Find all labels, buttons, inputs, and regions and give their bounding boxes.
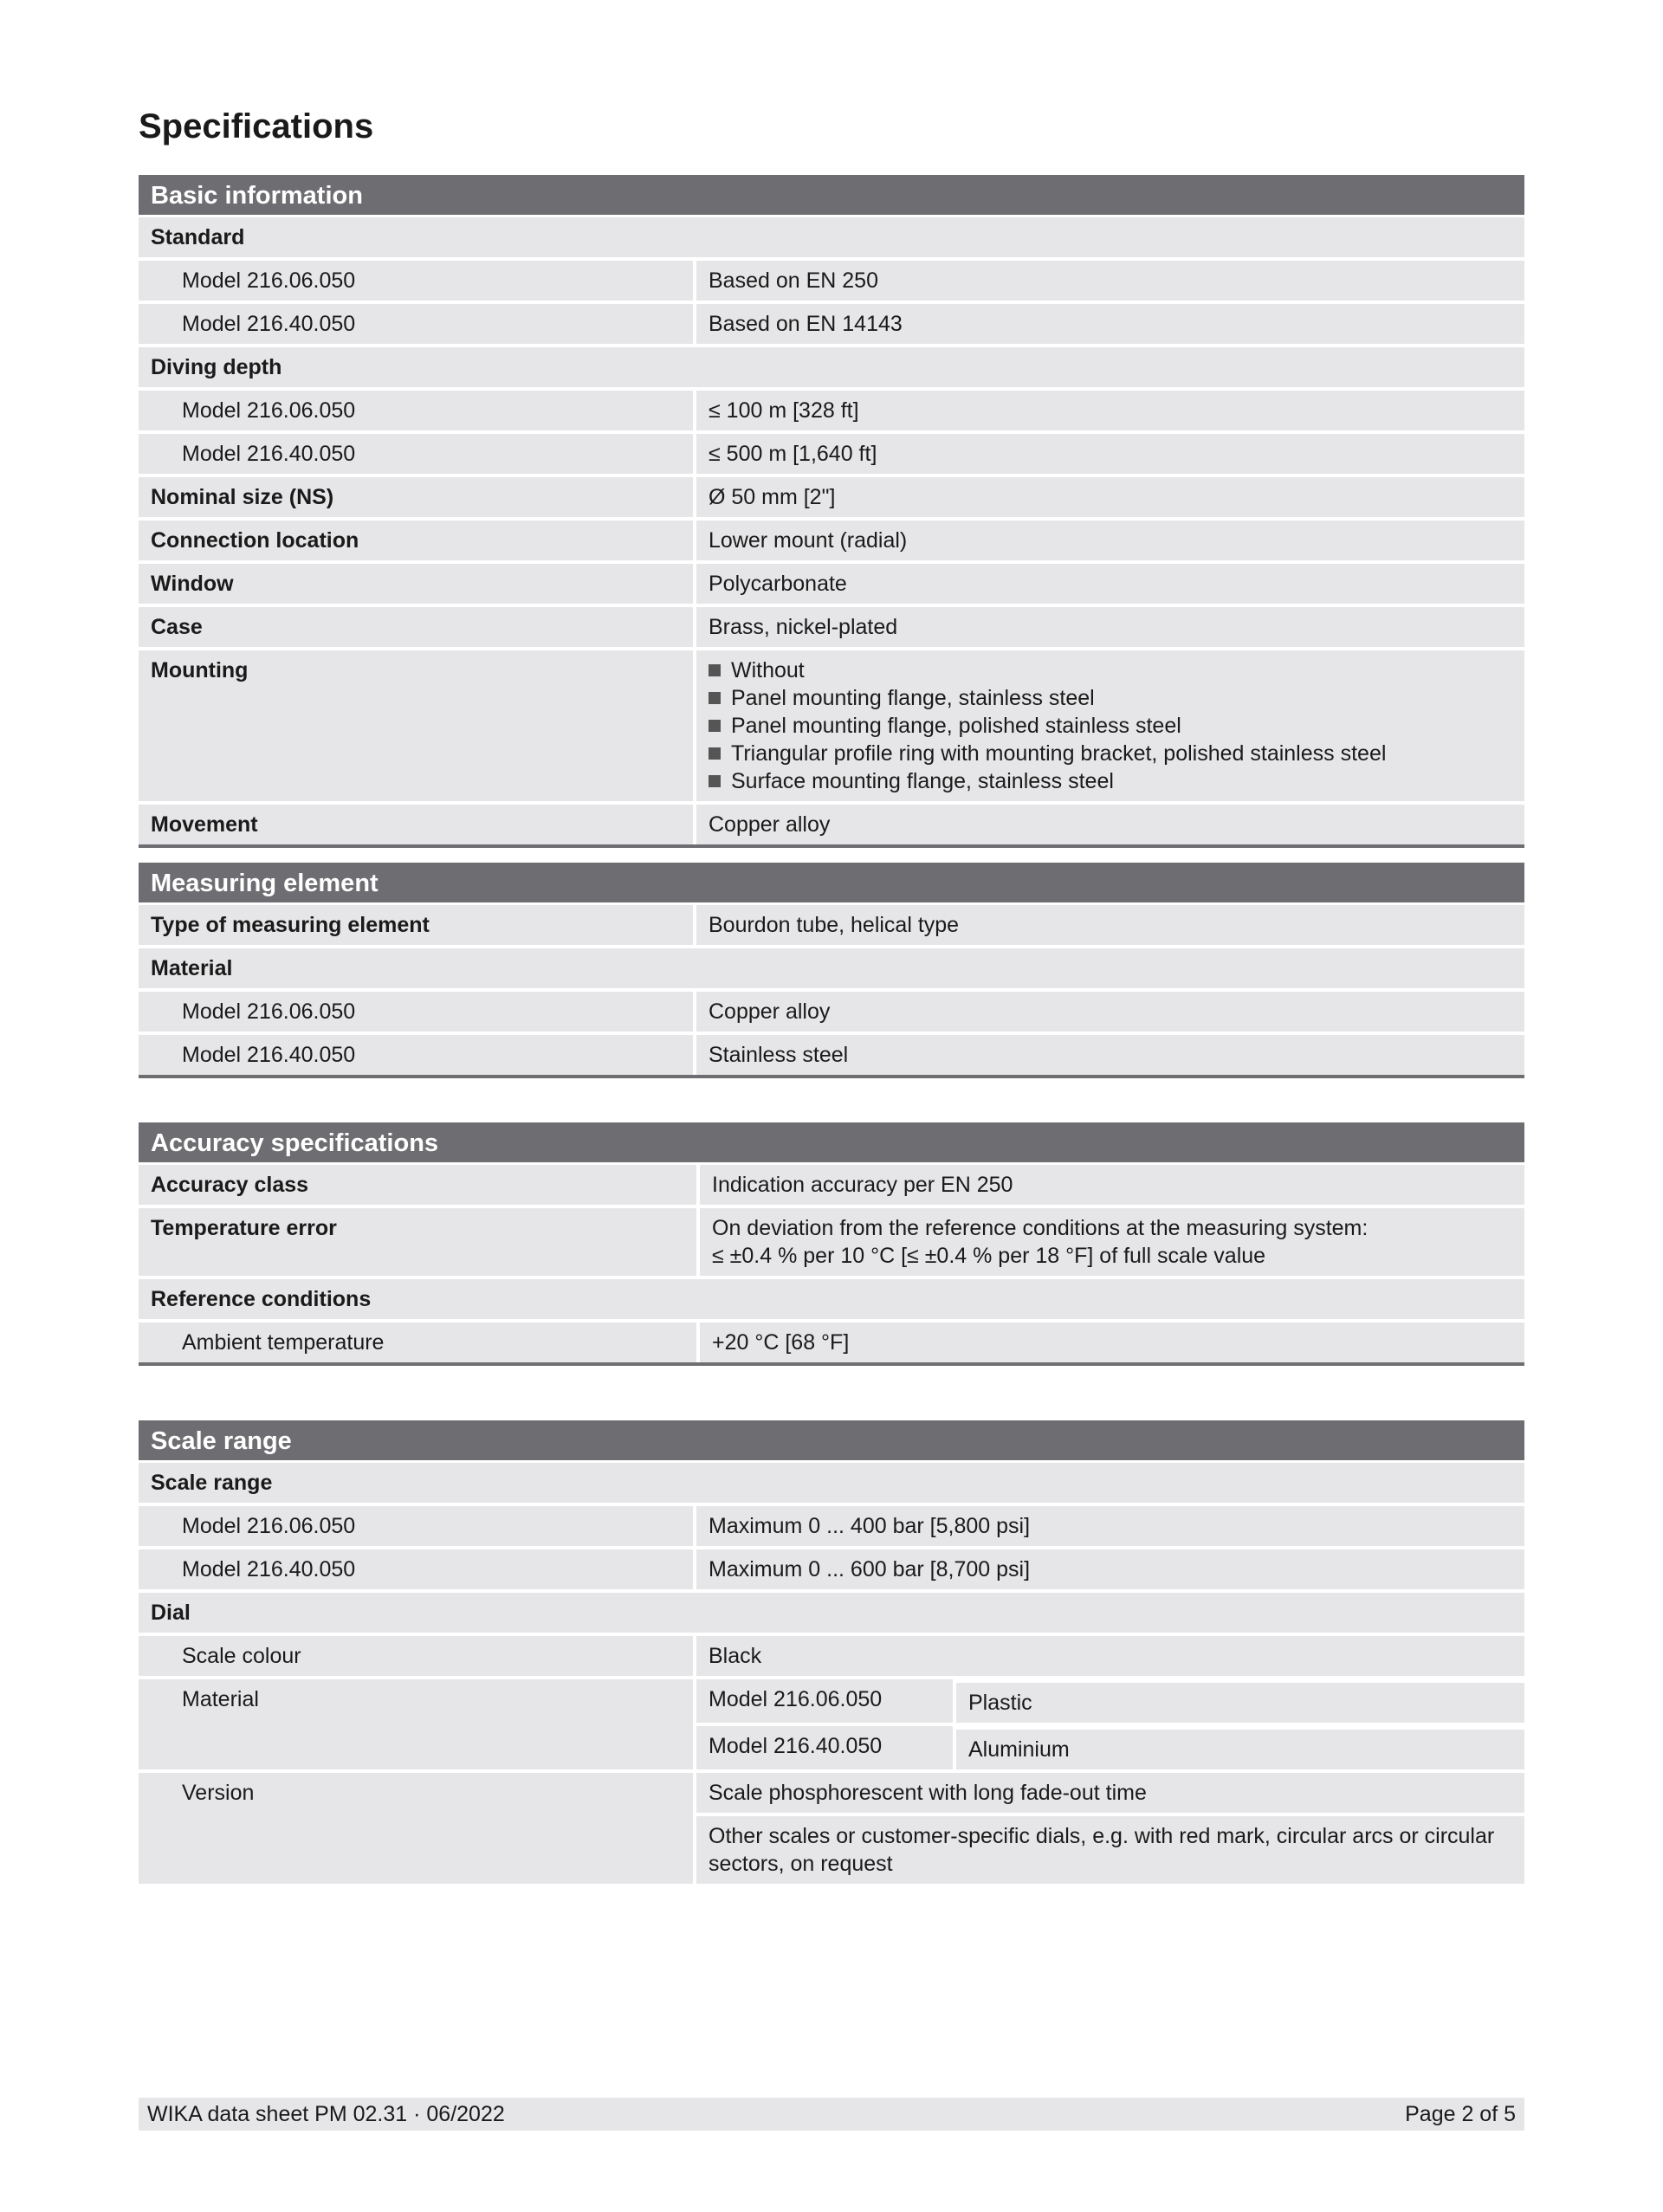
row-label: Ambient temperature: [139, 1323, 696, 1362]
version-values: [696, 1773, 1524, 1884]
row-value: Based on EN 14143: [696, 304, 1524, 344]
section-header: Measuring element: [139, 863, 1524, 902]
row-label: Model 216.40.050: [139, 434, 693, 474]
list-item: Panel mounting flange, stainless steel: [709, 684, 1512, 712]
section-header: Scale range: [139, 1420, 1524, 1460]
accuracy-specifications-section: [139, 1122, 1524, 1366]
measuring-element-section: [139, 863, 1524, 1078]
row-sublabel: Model 216.40.050: [696, 1726, 953, 1769]
row-value: Scale phosphorescent with long fade-out time: [696, 1773, 1524, 1813]
row-label: Model 216.06.050: [139, 1506, 693, 1546]
row-value: Plastic: [956, 1683, 1524, 1723]
row-value: ≤ 100 m [328 ft]: [696, 391, 1524, 430]
row-label: Material: [139, 948, 1524, 988]
row-label: Material: [139, 1679, 693, 1769]
row-value: Indication accuracy per EN 250: [700, 1165, 1524, 1205]
basic-information-section: [139, 175, 1524, 848]
row-label: Model 216.06.050: [139, 992, 693, 1032]
square-bullet-icon: [709, 720, 721, 732]
page-title: Specifications: [139, 107, 374, 146]
row-value: Aluminium: [956, 1730, 1524, 1769]
square-bullet-icon: [709, 664, 721, 676]
footer-page-number: Page 2 of 5: [1405, 2102, 1516, 2126]
mounting-options: [696, 650, 1524, 801]
row-label: Connection location: [139, 521, 693, 560]
row-value: Black: [696, 1636, 1524, 1676]
row-value: Maximum 0 ... 600 bar [8,700 psi]: [696, 1549, 1524, 1589]
row-value: +20 °C [68 °F]: [700, 1323, 1524, 1362]
section-divider: [139, 1075, 1524, 1078]
row-label: Case: [139, 607, 693, 647]
row-label: Diving depth: [139, 347, 1524, 387]
row-label: Scale colour: [139, 1636, 693, 1676]
scale-range-section: [139, 1420, 1524, 1887]
list-item: Without: [709, 656, 1512, 684]
row-value: Maximum 0 ... 400 bar [5,800 psi]: [696, 1506, 1524, 1546]
row-label: Standard: [139, 217, 1524, 257]
section-header: Basic information: [139, 175, 1524, 215]
row-value: Stainless steel: [696, 1035, 1524, 1075]
row-label: Type of measuring element: [139, 905, 693, 945]
row-value: Polycarbonate: [696, 564, 1524, 604]
row-label: Movement: [139, 805, 693, 844]
row-value: [696, 1816, 1524, 1884]
square-bullet-icon: [709, 747, 721, 760]
row-label: Temperature error: [139, 1208, 696, 1276]
footer-document-id: WIKA data sheet PM 02.31 · 06/2022: [147, 2102, 505, 2126]
row-value: Lower mount (radial): [696, 521, 1524, 560]
material-values: [696, 1679, 1524, 1769]
row-label: Model 216.06.050: [139, 391, 693, 430]
row-value: ≤ 500 m [1,640 ft]: [696, 434, 1524, 474]
list-item: Triangular profile ring with mounting bracket, polished stainless steel: [709, 740, 1512, 767]
row-label: Accuracy class: [139, 1165, 696, 1205]
row-value: Copper alloy: [696, 805, 1524, 844]
row-label: Scale range: [139, 1463, 1524, 1503]
section-header: Accuracy specifications: [139, 1122, 1524, 1162]
list-item: Surface mounting flange, stainless steel: [709, 767, 1512, 795]
section-divider: [139, 1362, 1524, 1366]
row-label: Model 216.40.050: [139, 1035, 693, 1075]
row-value: Brass, nickel-plated: [696, 607, 1524, 647]
row-label: Model 216.40.050: [139, 1549, 693, 1589]
row-value: Bourdon tube, helical type: [696, 905, 1524, 945]
bullet-list: [709, 656, 1512, 795]
row-label: Dial: [139, 1593, 1524, 1633]
row-label: Mounting: [139, 650, 693, 801]
section-divider: [139, 844, 1524, 848]
row-value: [700, 1208, 1524, 1276]
row-value: Based on EN 250: [696, 261, 1524, 301]
square-bullet-icon: [709, 775, 721, 787]
row-label: Nominal size (NS): [139, 477, 693, 517]
value-line: sectors, on request: [709, 1852, 893, 1876]
row-label: Model 216.40.050: [139, 304, 693, 344]
value-line: ≤ ±0.4 % per 10 °C [≤ ±0.4 % per 18 °F] of full scale value: [712, 1244, 1266, 1268]
row-label: Version: [139, 1773, 693, 1884]
row-label: Reference conditions: [139, 1279, 1524, 1319]
row-label: Window: [139, 564, 693, 604]
row-value: Copper alloy: [696, 992, 1524, 1032]
page-footer: [139, 2098, 1524, 2131]
row-value: Ø 50 mm [2"]: [696, 477, 1524, 517]
value-line: On deviation from the reference conditions at the measuring system:: [712, 1216, 1369, 1240]
row-label: Model 216.06.050: [139, 261, 693, 301]
list-item: Panel mounting flange, polished stainless steel: [709, 712, 1512, 740]
square-bullet-icon: [709, 692, 721, 704]
row-sublabel: Model 216.06.050: [696, 1679, 953, 1723]
value-line: Other scales or customer-specific dials, e.g. with red mark, circular arcs or circular: [709, 1824, 1495, 1848]
